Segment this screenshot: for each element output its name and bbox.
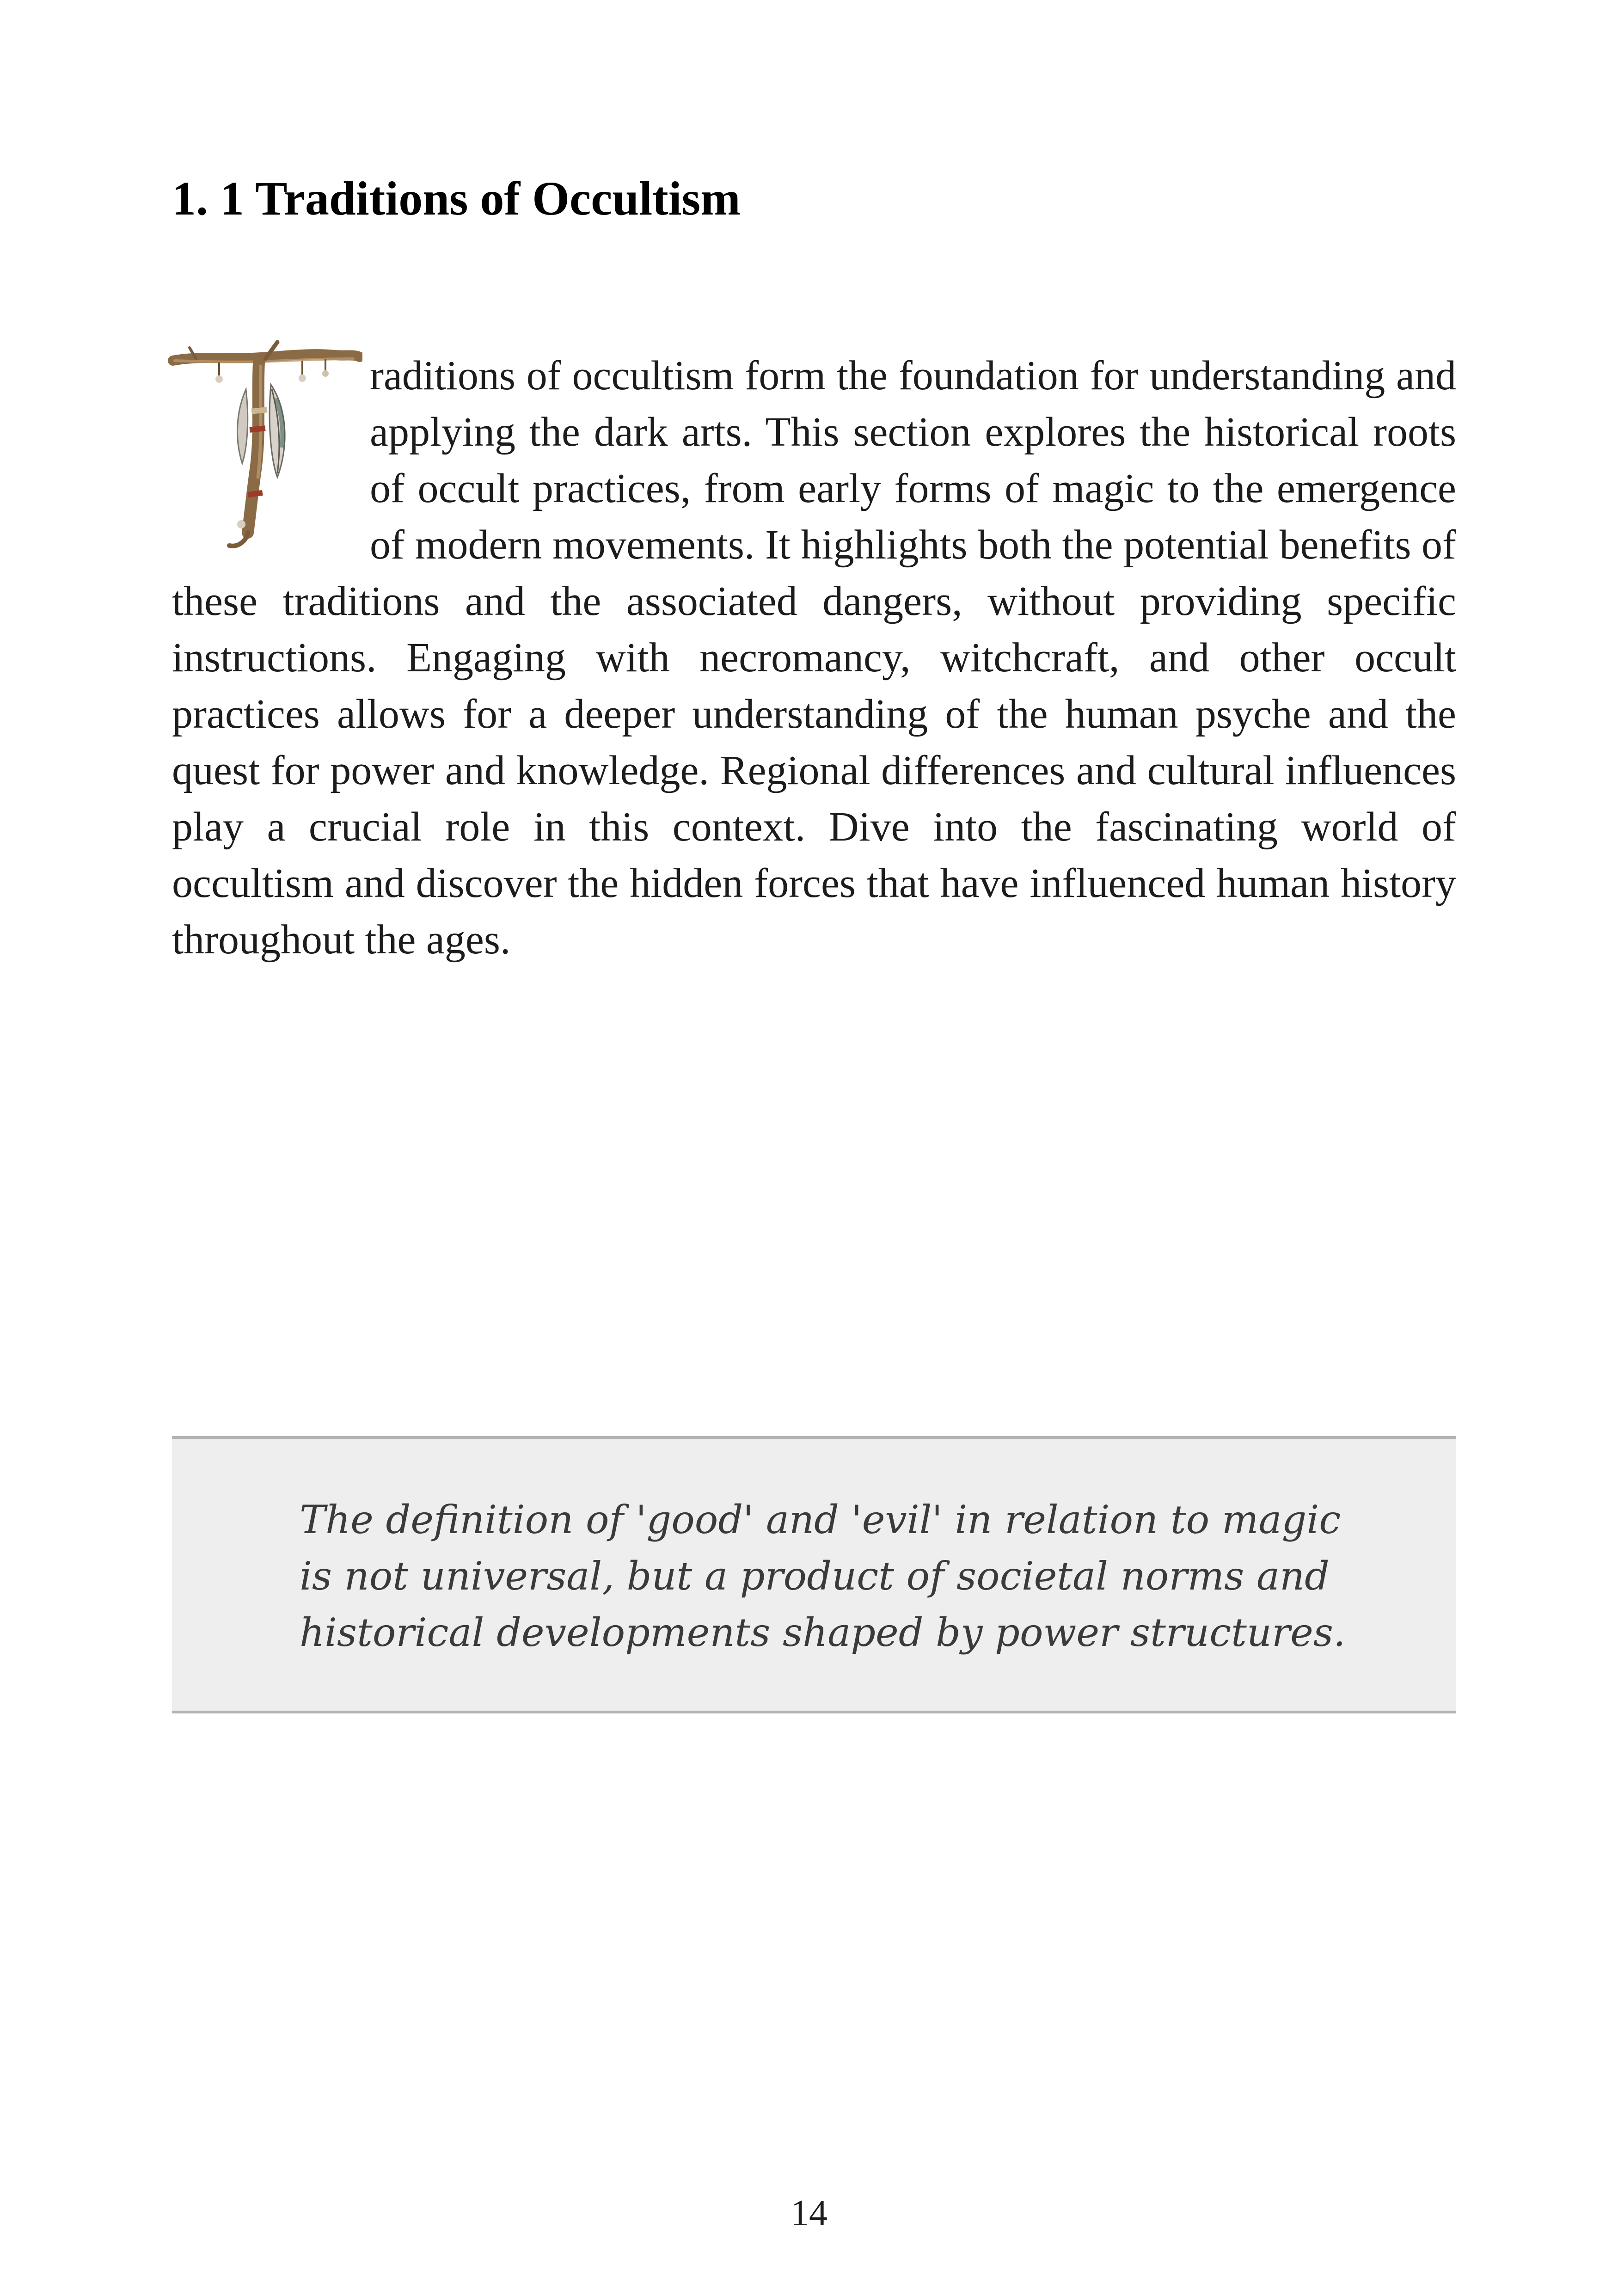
drop-cap-t-icon bbox=[168, 338, 370, 564]
page-number: 14 bbox=[791, 2193, 827, 2234]
body-paragraph bbox=[172, 348, 1456, 968]
body-text: raditions of occultism form the foundation for understanding and applying the dark arts. This section explores the historical roots of occult practices, from early forms of magic to the emergence of modern movements. It highlights both the potential benefits of these traditions and the associated dangers, without providing specific instructions. Engaging with necromancy, witchcraft, and other occult practices allows for a deeper understanding of the human psyche and the quest for power and knowledge. Regional differences and cultural influences play a crucial role in this context. Dive into the fascinating world of occultism and discover the hidden forces that have influenced human history throughout the ages. bbox=[172, 353, 1456, 963]
pullquote-box bbox=[172, 1436, 1456, 1713]
pullquote-text: The definition of 'good' and 'evil' in relation to magic is not universal, but a product of societal norms and historical developments shaped by power structures. bbox=[300, 1497, 1346, 1655]
section-heading: 1. 1 Traditions of Occultism bbox=[172, 172, 741, 225]
